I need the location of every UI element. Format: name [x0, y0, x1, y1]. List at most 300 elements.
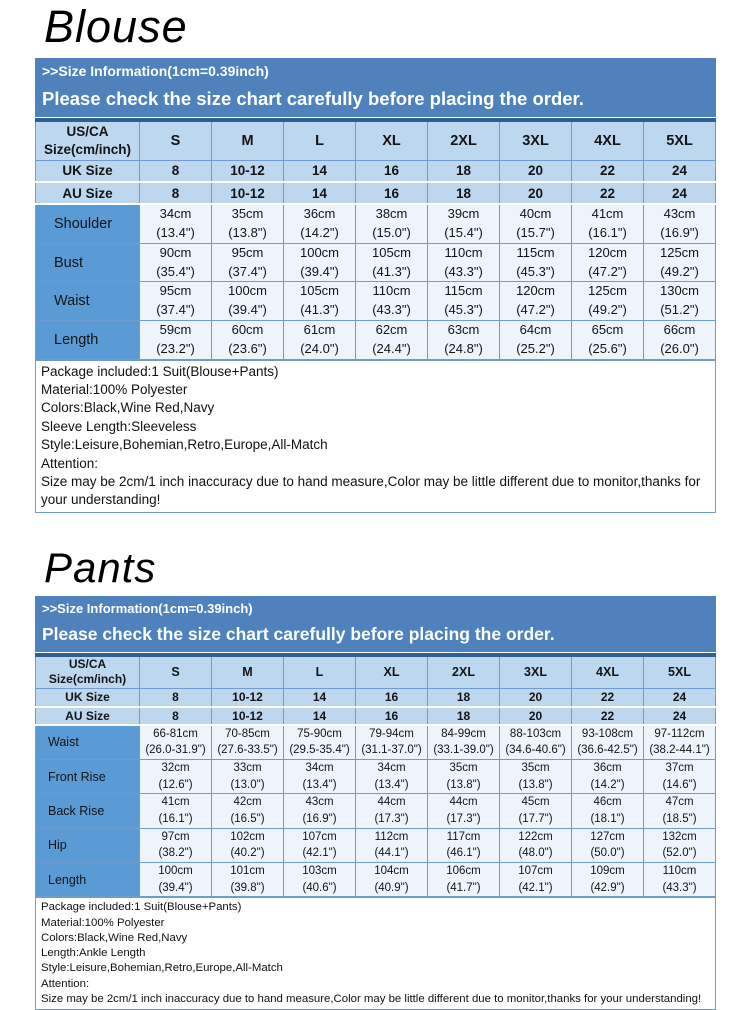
measurement-inch: (16.1"): [158, 812, 193, 825]
measurement-cell: [500, 828, 572, 862]
measurement-inch: (13.8"): [228, 224, 267, 240]
measurement-cell: [644, 243, 716, 282]
size-value-cell: 18: [428, 707, 500, 725]
size-column-header: L: [284, 120, 356, 160]
measurement-cell: [500, 321, 572, 360]
note-line: Length:Ankle Length: [41, 947, 146, 960]
size-column-header: 2XL: [428, 120, 500, 160]
measurement-cell: [644, 204, 716, 243]
measurement-cm: 115cm: [516, 244, 555, 260]
note-line: Size may be 2cm/1 inch inaccuracy due to hand measure,Color may be little different due to monitor,thanks for your understanding!: [41, 473, 701, 508]
note-line: Material:100% Polyester: [41, 916, 165, 929]
measurement-inch: (31.1-37.0"): [361, 744, 422, 757]
size-value-cell: 18: [428, 182, 500, 204]
measurement-cell: [644, 282, 716, 321]
measurement-cell: [500, 725, 572, 760]
size-conversion-row: [36, 707, 716, 725]
measurement-cm: 64cm: [519, 322, 552, 338]
measurement-cell: [356, 204, 428, 243]
measurement-inch: (48.0"): [518, 847, 553, 860]
measurement-inch: (14.2"): [300, 224, 339, 240]
size-value-cell: 16: [356, 160, 428, 182]
size-value-cell: 22: [572, 182, 644, 204]
pants-size-info-banner: [35, 596, 716, 652]
corner-header-line1: US/CA: [66, 123, 109, 139]
measurement-cell: [428, 794, 500, 828]
size-value-cell: 24: [644, 689, 716, 707]
size-value-cell: 10-12: [212, 182, 284, 204]
measurement-cm: 60cm: [231, 322, 264, 338]
measurement-cm: 115cm: [444, 283, 483, 299]
measurement-cell: [500, 794, 572, 828]
measurement-cm: 75-90cm: [297, 727, 342, 740]
size-value-cell: 8: [140, 182, 212, 204]
measurement-inch: (14.6"): [662, 778, 697, 791]
size-column-header: 3XL: [500, 120, 572, 160]
measurement-cm: 61cm: [303, 322, 336, 338]
measurement-cm: 65cm: [591, 322, 624, 338]
measurement-cell: [500, 243, 572, 282]
measurement-label: Shoulder: [36, 204, 140, 243]
measurement-inch: (41.7"): [446, 881, 481, 894]
measurement-cell: [212, 282, 284, 321]
corner-header-cell: [36, 120, 140, 160]
measurement-inch: (29.5-35.4"): [289, 744, 350, 757]
measurement-inch: (13.4"): [374, 778, 409, 791]
measurement-cm: 105cm: [299, 283, 340, 299]
measurement-inch: (24.4"): [372, 340, 411, 356]
measurement-cell: [356, 828, 428, 862]
measurement-cm: 33cm: [233, 761, 262, 774]
size-value-cell: 8: [140, 707, 212, 725]
measurement-label: Bust: [36, 243, 140, 282]
measurement-cm: 84-99cm: [441, 727, 486, 740]
size-value-cell: 24: [644, 707, 716, 725]
measurement-cm: 41cm: [161, 796, 190, 809]
measurement-cm: 102cm: [230, 830, 265, 843]
measurement-inch: (16.5"): [230, 812, 265, 825]
measurement-cell: [140, 759, 212, 793]
measurement-row: [36, 204, 716, 243]
measurement-cell: [428, 204, 500, 243]
size-value-cell: 22: [572, 689, 644, 707]
measurement-cell: [140, 863, 212, 897]
measurement-inch: (45.3"): [444, 302, 483, 318]
measurement-cm: 34cm: [305, 761, 334, 774]
size-value-cell: 14: [284, 160, 356, 182]
measurement-cell: [140, 321, 212, 360]
measurement-cm: 97-112cm: [654, 727, 705, 740]
measurement-cell: [572, 243, 644, 282]
size-value-cell: 10-12: [212, 689, 284, 707]
measurement-cell: [284, 863, 356, 897]
size-value-cell: 20: [500, 182, 572, 204]
measurement-inch: (39.4"): [300, 263, 339, 279]
measurement-cm: 90cm: [159, 244, 192, 260]
measurement-row: [36, 282, 716, 321]
blouse-size-info-banner: [35, 58, 716, 117]
size-value-cell: 8: [140, 160, 212, 182]
corner-header-line2: Size(cm/inch): [48, 672, 127, 687]
measurement-cm: 59cm: [159, 322, 192, 338]
measurement-cell: [212, 863, 284, 897]
measurement-cell: [284, 725, 356, 760]
measurement-cell: [356, 321, 428, 360]
measurement-cm: 117cm: [446, 830, 481, 843]
measurement-inch: (37.4"): [156, 302, 195, 318]
corner-header-line2: Size(cm/inch): [43, 141, 132, 157]
measurement-inch: (14.2"): [590, 778, 625, 791]
measurement-row: [36, 725, 716, 760]
measurement-cell: [284, 828, 356, 862]
measurement-cell: [644, 725, 716, 760]
pants-section-title: Pants: [44, 543, 157, 591]
size-conversion-row: [36, 689, 716, 707]
measurement-inch: (40.2"): [230, 847, 265, 860]
measurement-cm: 95cm: [159, 283, 192, 299]
measurement-cell: [500, 863, 572, 897]
note-line: Package included:1 Suit(Blouse+Pants): [41, 901, 242, 914]
measurement-cm: 43cm: [305, 796, 334, 809]
measurement-cm: 88-103cm: [509, 727, 562, 740]
measurement-cm: 44cm: [377, 796, 406, 809]
measurement-cm: 95cm: [231, 244, 264, 260]
measurement-inch: (33.1-39.0"): [433, 744, 494, 757]
measurement-cm: 100cm: [158, 865, 193, 877]
measurement-inch: (40.6"): [302, 881, 337, 894]
blouse-section-title: Blouse: [44, 1, 188, 52]
measurement-cm: 97cm: [161, 830, 190, 843]
row-label: AU Size: [36, 182, 140, 204]
size-value-cell: 8: [140, 689, 212, 707]
measurement-cm: 107cm: [302, 830, 337, 843]
size-value-cell: 18: [428, 160, 500, 182]
measurement-cm: 103cm: [302, 865, 337, 877]
measurement-cm: 44cm: [449, 796, 478, 809]
measurement-cm: 101cm: [230, 865, 265, 877]
measurement-cell: [572, 828, 644, 862]
measurement-cell: [644, 828, 716, 862]
measurement-inch: (41.3"): [300, 302, 339, 318]
note-line: Style:Leisure,Bohemian,Retro,Europe,All-Match: [41, 962, 283, 975]
measurement-cm: 110cm: [372, 283, 411, 299]
size-value-cell: 20: [500, 689, 572, 707]
measurement-cm: 35cm: [521, 761, 550, 774]
measurement-cell: [356, 725, 428, 760]
measurement-cell: [572, 794, 644, 828]
measurement-cell: [284, 282, 356, 321]
size-value-cell: 16: [356, 707, 428, 725]
measurement-cm: 43cm: [663, 206, 696, 221]
size-column-header: 2XL: [428, 655, 500, 689]
measurement-inch: (13.4"): [302, 778, 337, 791]
measurement-cm: 35cm: [449, 761, 478, 774]
measurement-cell: [644, 321, 716, 360]
measurement-cell: [500, 759, 572, 793]
measurement-cell: [428, 759, 500, 793]
measurement-cm: 36cm: [593, 761, 622, 774]
measurement-inch: (39.8"): [230, 881, 265, 894]
pants-size-table: [35, 653, 716, 898]
blouse-notes-box: [35, 360, 716, 513]
measurement-cell: [140, 204, 212, 243]
measurement-cell: [356, 863, 428, 897]
measurement-cell: [428, 282, 500, 321]
measurement-cm: 105cm: [371, 244, 412, 260]
size-column-header: M: [212, 120, 284, 160]
measurement-inch: (37.4"): [228, 263, 267, 279]
measurement-inch: (15.4"): [444, 224, 483, 240]
note-line: Style:Leisure,Bohemian,Retro,Europe,All-Match: [41, 437, 328, 453]
row-label: UK Size: [36, 689, 140, 707]
banner-warning-line: Please check the size chart carefully before placing the order.: [42, 623, 555, 644]
measurement-cm: 120cm: [587, 244, 628, 260]
size-column-header: 4XL: [572, 655, 644, 689]
measurement-inch: (17.3"): [374, 812, 409, 825]
size-column-header: S: [140, 655, 212, 689]
measurement-cm: 100cm: [299, 244, 340, 260]
measurement-row: [36, 243, 716, 282]
measurement-inch: (16.1"): [588, 224, 627, 240]
measurement-inch: (40.9"): [374, 881, 409, 894]
measurement-cell: [428, 863, 500, 897]
measurement-inch: (17.7"): [518, 812, 553, 825]
note-line: Sleeve Length:Sleeveless: [41, 418, 197, 434]
measurement-cell: [428, 828, 500, 862]
size-column-header: 3XL: [500, 655, 572, 689]
measurement-cm: 125cm: [659, 244, 700, 260]
measurement-cm: 120cm: [515, 283, 556, 299]
measurement-cell: [212, 725, 284, 760]
measurement-inch: (44.1"): [374, 847, 409, 860]
size-column-header: XL: [356, 120, 428, 160]
measurement-inch: (42.1"): [518, 881, 553, 894]
measurement-inch: (26.0-31.9"): [145, 744, 206, 757]
size-column-header: M: [212, 655, 284, 689]
measurement-cell: [284, 321, 356, 360]
measurement-inch: (15.7"): [516, 224, 555, 240]
size-conversion-row: [36, 160, 716, 182]
measurement-inch: (23.2"): [156, 340, 195, 356]
pants-section: [0, 513, 750, 1010]
size-value-cell: 20: [500, 707, 572, 725]
measurement-inch: (25.2"): [516, 340, 555, 356]
measurement-inch: (49.2"): [660, 263, 699, 279]
corner-header-line1: US/CA: [68, 656, 107, 671]
measurement-inch: (49.2"): [588, 302, 627, 318]
size-value-cell: 16: [356, 689, 428, 707]
pants-notes-box: [35, 897, 716, 1010]
size-value-cell: 10-12: [212, 707, 284, 725]
measurement-cm: 130cm: [659, 283, 700, 299]
measurement-inch: (25.6"): [588, 340, 627, 356]
measurement-inch: (13.0"): [230, 778, 265, 791]
note-line: Colors:Black,Wine Red,Navy: [41, 400, 215, 416]
measurement-label: Hip: [36, 828, 140, 862]
measurement-inch: (42.9"): [590, 881, 625, 894]
note-line: Size may be 2cm/1 inch inaccuracy due to hand measure,Color may be little different due to monitor,thanks for your understanding!: [41, 993, 702, 1006]
size-column-header: 5XL: [644, 120, 716, 160]
measurement-inch: (36.6-42.5"): [577, 744, 638, 757]
size-value-cell: 14: [284, 689, 356, 707]
measurement-cell: [140, 243, 212, 282]
measurement-inch: (27.6-33.5"): [217, 744, 278, 757]
measurement-cell: [428, 321, 500, 360]
note-line: Package included:1 Suit(Blouse+Pants): [41, 363, 279, 379]
measurement-cm: 66cm: [663, 322, 696, 338]
measurement-cell: [500, 282, 572, 321]
measurement-cell: [212, 321, 284, 360]
size-conversion-row: [36, 182, 716, 204]
measurement-cm: 36cm: [303, 206, 336, 221]
size-value-cell: 20: [500, 160, 572, 182]
measurement-cell: [500, 204, 572, 243]
measurement-cm: 42cm: [233, 796, 262, 809]
corner-header-cell: [36, 655, 140, 689]
measurement-cm: 34cm: [159, 206, 192, 221]
measurement-row: [36, 828, 716, 862]
measurement-inch: (13.8"): [518, 778, 553, 791]
measurement-cell: [428, 243, 500, 282]
measurement-cm: 66-81cm: [153, 727, 198, 740]
size-column-header: 5XL: [644, 655, 716, 689]
measurement-label: Waist: [36, 282, 140, 321]
measurement-cell: [356, 759, 428, 793]
measurement-cell: [572, 725, 644, 760]
measurement-cell: [284, 204, 356, 243]
measurement-cell: [428, 725, 500, 760]
measurement-inch: (43.3"): [662, 881, 697, 894]
measurement-inch: (17.3"): [446, 812, 481, 825]
measurement-inch: (24.0"): [300, 340, 339, 356]
measurement-row: [36, 321, 716, 360]
measurement-cm: 104cm: [374, 865, 409, 877]
measurement-inch: (38.2-44.1"): [649, 744, 710, 757]
measurement-cm: 41cm: [591, 206, 624, 221]
measurement-cm: 107cm: [518, 865, 553, 877]
measurement-cm: 40cm: [519, 206, 552, 221]
size-value-cell: 22: [572, 160, 644, 182]
measurement-inch: (52.0"): [662, 847, 697, 860]
measurement-cell: [284, 243, 356, 282]
measurement-inch: (43.3"): [444, 263, 483, 279]
measurement-inch: (50.0"): [590, 847, 625, 860]
measurement-cell: [212, 828, 284, 862]
measurement-cm: 127cm: [590, 830, 625, 843]
measurement-inch: (46.1"): [446, 847, 481, 860]
measurement-inch: (43.3"): [372, 302, 411, 318]
note-line: Material:100% Polyester: [41, 382, 188, 398]
measurement-cm: 110cm: [662, 865, 697, 877]
size-value-cell: 18: [428, 689, 500, 707]
measurement-cm: 79-94cm: [369, 727, 414, 740]
measurement-cm: 106cm: [446, 865, 481, 877]
measurement-cm: 100cm: [227, 283, 268, 299]
measurement-inch: (18.1"): [590, 812, 625, 825]
measurement-cm: 125cm: [587, 283, 628, 299]
measurement-cm: 70-85cm: [225, 727, 270, 740]
row-label: AU Size: [36, 707, 140, 725]
measurement-inch: (12.6"): [158, 778, 193, 791]
measurement-cm: 32cm: [161, 761, 190, 774]
measurement-cm: 62cm: [375, 322, 408, 338]
size-value-cell: 24: [644, 160, 716, 182]
measurement-inch: (35.4"): [156, 263, 195, 279]
measurement-cell: [140, 828, 212, 862]
measurement-row: [36, 794, 716, 828]
measurement-row: [36, 863, 716, 897]
measurement-cm: 45cm: [521, 796, 550, 809]
measurement-cm: 93-108cm: [581, 727, 634, 740]
measurement-inch: (15.0"): [372, 224, 411, 240]
measurement-cm: 132cm: [662, 830, 697, 843]
measurement-label: Back Rise: [36, 794, 140, 828]
blouse-size-table: [35, 118, 716, 360]
measurement-cm: 35cm: [231, 206, 264, 221]
measurement-inch: (41.3"): [372, 263, 411, 279]
measurement-cell: [140, 282, 212, 321]
measurement-row: [36, 759, 716, 793]
measurement-inch: (23.6"): [228, 340, 267, 356]
measurement-cell: [644, 759, 716, 793]
measurement-inch: (47.2"): [588, 263, 627, 279]
measurement-cm: 37cm: [665, 761, 694, 774]
measurement-cell: [212, 243, 284, 282]
measurement-cell: [572, 282, 644, 321]
size-column-header: XL: [356, 655, 428, 689]
measurement-inch: (39.4"): [158, 881, 193, 894]
measurement-cell: [284, 759, 356, 793]
measurement-cell: [356, 243, 428, 282]
measurement-cell: [644, 863, 716, 897]
measurement-cell: [572, 863, 644, 897]
measurement-inch: (45.3"): [516, 263, 555, 279]
measurement-cm: 34cm: [377, 761, 406, 774]
measurement-inch: (38.2"): [158, 847, 193, 860]
measurement-cell: [212, 794, 284, 828]
size-column-header: S: [140, 120, 212, 160]
measurement-cell: [644, 794, 716, 828]
size-header-row: [36, 120, 716, 160]
measurement-label: Waist: [36, 725, 140, 760]
banner-warning-line: Please check the size chart carefully before placing the order.: [42, 88, 584, 109]
size-value-cell: 10-12: [212, 160, 284, 182]
measurement-cm: 46cm: [593, 796, 622, 809]
measurement-cm: 63cm: [447, 322, 480, 338]
note-line: Attention:: [41, 455, 99, 471]
size-value-cell: 22: [572, 707, 644, 725]
measurement-inch: (34.6-40.6"): [505, 744, 566, 757]
measurement-cell: [572, 204, 644, 243]
size-column-header: 4XL: [572, 120, 644, 160]
measurement-cm: 112cm: [374, 830, 409, 843]
banner-size-info-line: >>Size Information(1cm=0.39inch): [42, 63, 269, 79]
measurement-inch: (26.0"): [660, 340, 699, 356]
size-value-cell: 16: [356, 182, 428, 204]
measurement-cell: [356, 282, 428, 321]
measurement-cell: [572, 759, 644, 793]
measurement-inch: (51.2"): [660, 302, 699, 318]
measurement-cell: [140, 794, 212, 828]
measurement-cm: 109cm: [590, 865, 625, 877]
measurement-cell: [572, 321, 644, 360]
size-value-cell: 14: [284, 707, 356, 725]
measurement-cm: 38cm: [375, 206, 408, 221]
size-value-cell: 14: [284, 182, 356, 204]
size-column-header: L: [284, 655, 356, 689]
measurement-cm: 39cm: [447, 206, 480, 221]
measurement-cell: [140, 725, 212, 760]
